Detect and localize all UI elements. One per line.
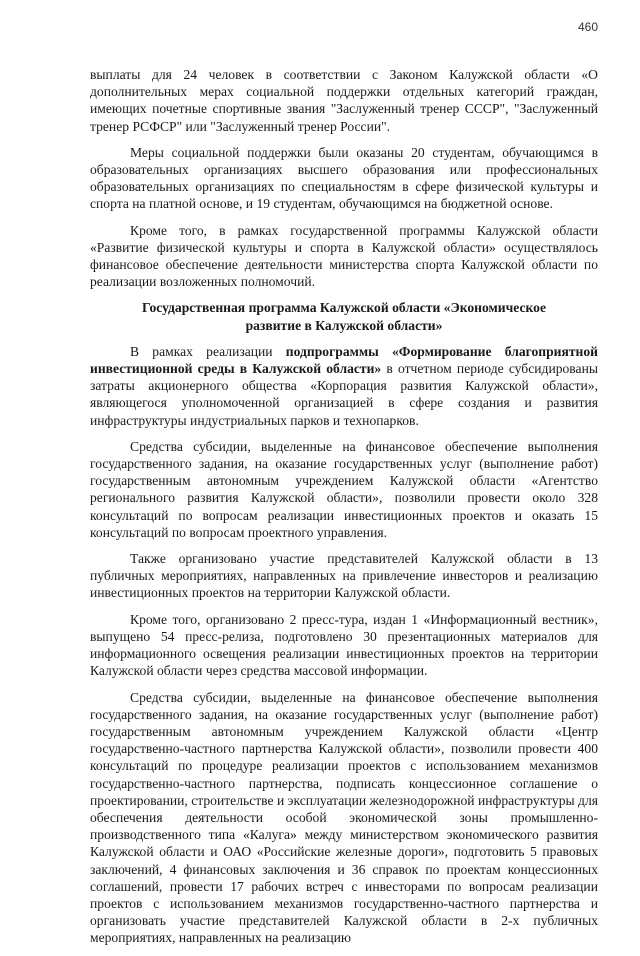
paragraph-8: Средства субсидии, выделенные на финансовое обеспечение выполнения государственного задания, на оказание государственных услуг (выполнение работ) государственным автономным учреждением Калужской области «Центр государственно-частного партнерства Калужской области», позволили провести 400 консультаций по процедуре реализации проектов с использованием механизмов государственно-частного партнерства, подписать концессионное соглашение о проектировании, строительстве и эксплуатации железнодорожной инфраструктуры для обеспечения деятельности особой экономической зоны промышленно-производственного типа «Калуга» между министерством экономического развития Калужской области и ОАО «Российские железные дороги», подготовить 5 правовых заключений, 4 финансовых заключения и 36 справок по проектам концессионных соглашений, провести 17 рабочих встреч с инвесторами по вопросам реализации проектов с использованием механизмов государственно-частного партнерства и организовать участие представителей Калужской области в 2-х публичных мероприятиях, направленных на реализацию — [90, 689, 598, 946]
paragraph-4-suffix: в отчетном периоде субсидированы затраты акционерного общества «Корпорация развития Калужской области», являющегося уполномоченной организацией в сфере создания и развития инфраструктуры индустриальных парков и технопарков. — [90, 361, 598, 428]
section-heading: Государственная программа Калужской области «Экономическое развитие в Калужской области» — [141, 300, 546, 333]
paragraph-1: выплаты для 24 человек в соответствии с Законом Калужской области «О дополнительных мерах социальной поддержки отдельных категорий граждан, имеющих почетные спортивные звания "Заслуженный тренер СССР", "Заслуженный тренер РСФСР" или "Заслуженный тренер России". — [90, 67, 598, 134]
paragraph-3: Кроме того, в рамках государственной программы Калужской области «Развитие физической культуры и спорта в Калужской области» осуществлялось финансовое обеспечение деятельности министерства спорта Калужской области по реализации возложенных полномочий. — [90, 222, 598, 290]
paragraph-6: Также организовано участие представителей Калужской области в 13 публичных мероприятиях, направленных на привлечение инвесторов и реализацию инвестиционных проектов на территории Калужской области. — [90, 551, 598, 601]
document-body — [90, 66, 598, 956]
subprogram-title: подпрограммы «Формирование благоприятной инвестиционной среды в Калужской области» — [90, 343, 598, 377]
paragraph-7: Кроме того, организовано 2 пресс-тура, издан 1 «Информационный вестник», выпущено 54 пресс-релиза, подготовлено 30 презентационных материалов для информационного освещения реализации инвестиционных проектов на территории Калужской области через средства массовой информации. — [90, 611, 598, 679]
page-number: 460 — [577, 20, 598, 34]
paragraph-4-prefix: В рамках реализации — [130, 343, 286, 359]
paragraph-2: Меры социальной поддержки были оказаны 20 студентам, обучающимся в образовательных организациях высшего образования или профессиональных образовательных организациях по специальностям в сфере физической культуры и спорта на платной основе, и 19 студентам, обучающимся на бюджетной основе. — [90, 144, 598, 212]
paragraph-4 — [90, 343, 598, 429]
paragraph-5: Средства субсидии, выделенные на финансовое обеспечение выполнения государственного задания, на оказание государственных услуг (выполнение работ) государственным автономным учреждением Калужской области «Агентство регионального развития Калужской области», позволили провести около 328 консультаций по вопросам реализации инвестиционных проектов и оказать 15 консультаций по вопросам проектного управления. — [90, 438, 598, 540]
